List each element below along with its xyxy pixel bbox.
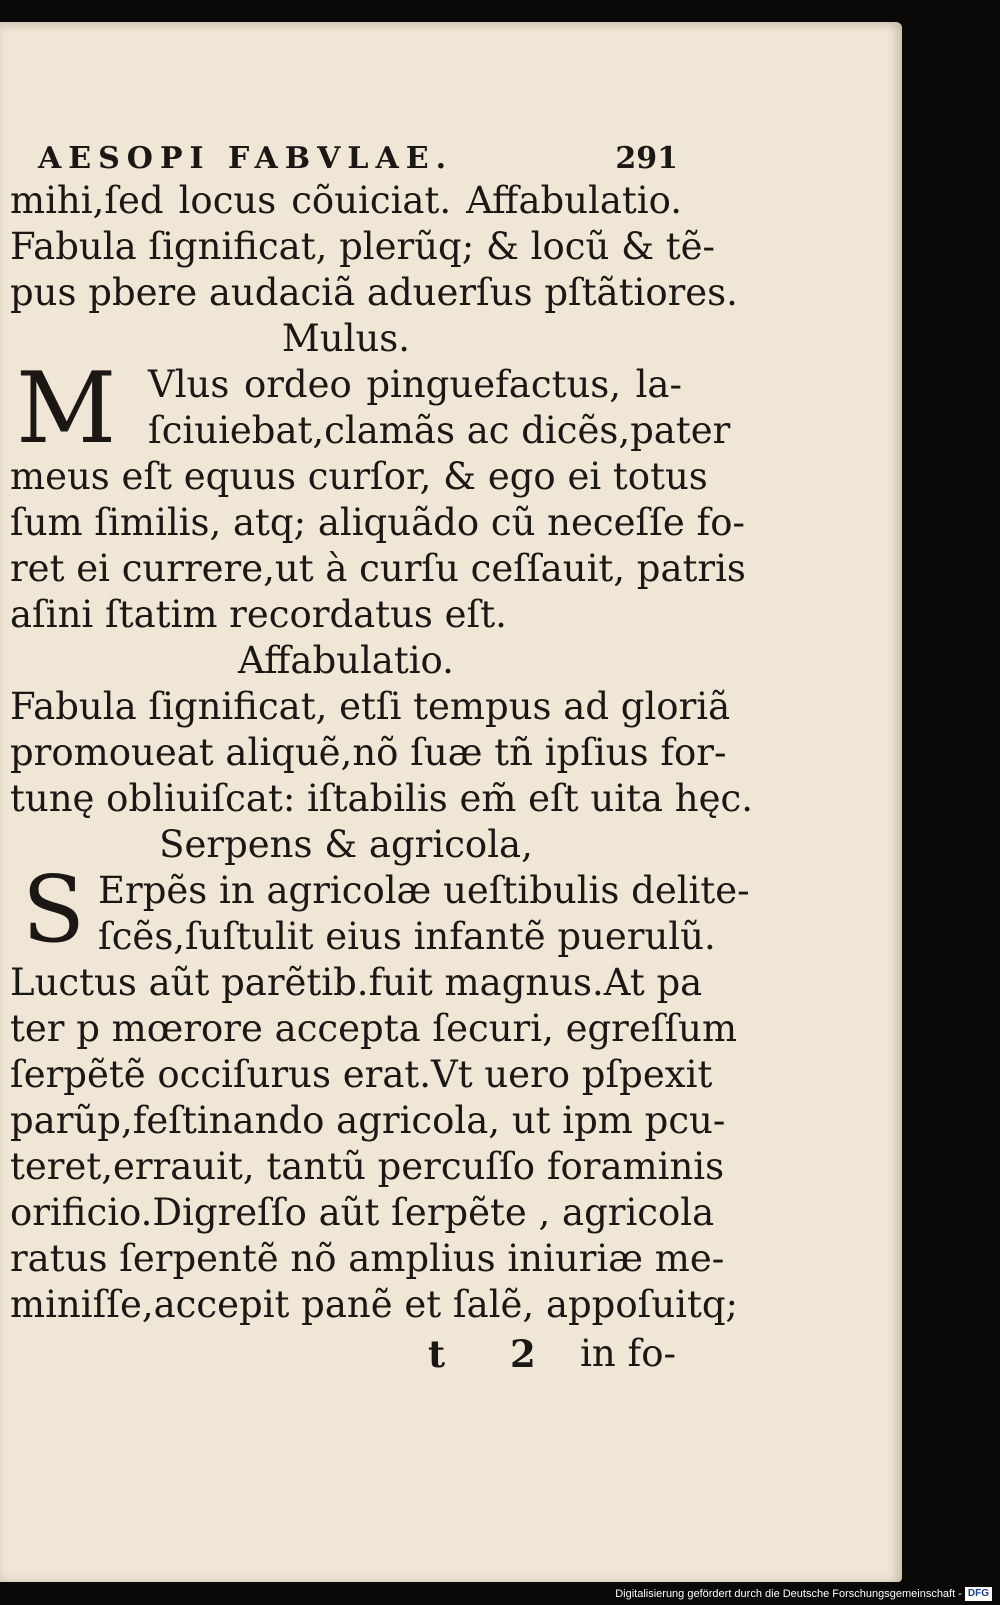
text-line: pus pbere audaciã aduerſus pſtãtiores. [10,271,738,314]
page-number: 291 [615,141,678,176]
book-page [0,22,902,1582]
text-line: Fabula ſignificat, plerũq; & locũ & tẽ- [10,225,716,268]
text-line: Luctus aũt parẽtib.fuit magnus.At pa [10,961,703,1004]
digitization-credit-text: Digitalisierung gefördert durch die Deutsche Forschungsgemeinschaft - [615,1588,962,1600]
running-head: AESOPI FABVLAE. [38,141,454,176]
signature-mark: t 2 [428,1332,562,1376]
page-footer [10,1328,682,1374]
page-header [38,137,678,183]
text-line: ſciuiebat,clamãs ac dicẽs,pater [148,409,731,452]
text-line: aſini ſtatim recordatus eſt. [10,593,507,636]
text-line: promoueat aliquẽ,nõ ſuæ tñ ipſius for- [10,731,727,774]
drop-cap-initial: M [16,352,117,466]
dfg-logo: DFG [965,1587,992,1601]
catchword: in fo- [580,1332,676,1375]
text-line: ſum ſimilis, atq; aliquãdo cũ neceſſe fo- [10,501,746,544]
drop-cap-initial: S [22,856,86,963]
text-line: mihi,ſed locus cõuiciat. Affabulatio. [10,179,682,222]
text-line: Vlus ordeo pinguefactus, la- [148,363,682,406]
text-line: tunę obliuiſcat: iſtabilis em̃ eſt uita hęc. [10,777,753,820]
text-line: ratus ſerpentẽ nõ amplius iniuriæ me- [10,1237,725,1280]
text-line: teret,errauit, tantũ percuſſo foraminis [10,1145,725,1188]
text-line: ſcẽs,ſuſtulit eius infantẽ puerulũ. [98,915,716,958]
text-line: parũp,feſtinando agricola, ut ipm pcu- [10,1099,726,1142]
digitization-credit [615,1585,992,1603]
text-line: Fabula ſignificat, etſi tempus ad gloriã [10,685,731,728]
fable-title: Serpens & agricola, [159,823,533,866]
fable-title: Mulus. [281,317,411,360]
text-line: ter p mœrore accepta ſecuri, egreſſum [10,1007,738,1050]
text-line: meus eſt equus curſor, & ego ei totus [10,455,708,498]
text-line: ret ei currere,ut à curſu ceſſauit, patris [10,547,746,590]
text-line: Erpẽs in agricolæ ueſtibulis delite- [98,869,750,912]
text-line: orificio.Digreſſo aũt ſerpẽte , agricola [10,1191,715,1234]
text-line: miniſſe,accepit panẽ et ſalẽ, appoſuitq; [10,1283,739,1326]
text-line: ſerpẽtẽ occiſurus erat.Vt uero pſpexit [10,1053,713,1096]
moral-heading: Affabulatio. [238,639,454,682]
